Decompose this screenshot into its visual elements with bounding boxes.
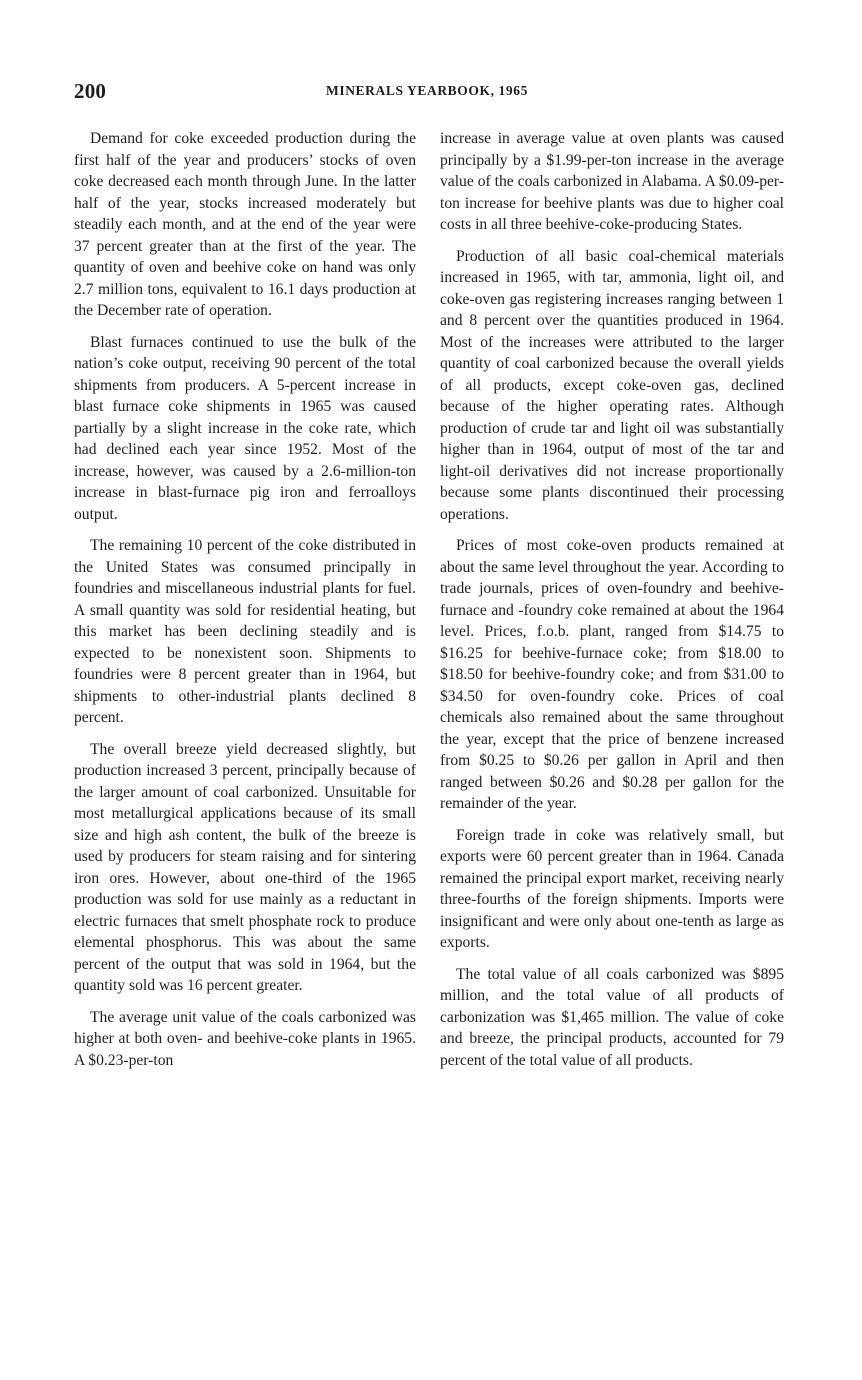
paragraph-coke-demand: Demand for coke exceeded production during the first half of the year and producers’ stocks of oven coke decreased each month through June. In the latter half of the year, stocks increased moderately but steadily each month, and at the end of the year were 37 percent greater than at the first of the year. The quantity of oven and beehive coke on hand was only 2.7 million tons, equivalent to 16.1 days production at the December rate of operation. [74,130,416,319]
left-column [74,128,416,1081]
paragraph-unit-value-continued: increase in average value at oven plants was caused principally by a $1.99-per-ton increase in the average value of the coals carbonized in Alabama. A $0.09-per-ton increase for beehive plants was due to higher coal costs in all three beehive-coke-producing States. [440,130,784,233]
paragraph-total-value: The total value of all coals carbonized was $895 million, and the total value of all products of carbonization was $1,465 million. The value of coke and breeze, the principal products, accounted for 79 percent of the total value of all products. [440,965,784,1069]
right-column [440,128,784,1081]
running-title: MINERALS YEARBOOK, 1965 [326,83,528,98]
paragraph-blast-furnaces: Blast furnaces continued to use the bulk of the nation’s coke output, receiving 90 percent of the total shipments from producers. A 5-percent increase in blast furnace coke shipments in 1965 was caused partially by a slight increase in the coke rate, which had declined each year since 1952. Most of the increase, however, was caused by a 2.6-million-ton increase in blast-furnace pig iron and ferroalloys output. [74,333,416,523]
paragraph-coal-chemicals: Production of all basic coal-chemical materials increased in 1965, with tar, ammonia, light oil, and coke-oven gas registering increases ranging between 1 and 8 percent over the quantities produced in 1964. Most of the increases were attributed to the larger quantity of coal carbonized because the overall yields of all products, except coke-oven gas, declined because of the higher operating rates. Although production of crude tar and light oil was substantially higher than in 1964, output of most of the tar and light-oil derivatives did not increase proportionally because some plants discontinued their processing operations. [440,247,784,523]
paragraph-breeze-yield: The overall breeze yield decreased slightly, but production increased 3 percent, principally because of the larger amount of coal carbonized. Unsuitable for most metallurgical applications because of its small size and high ash content, the bulk of the breeze is used by producers for steam raising and for sintering iron ores. However, about one-third of the 1965 production was sold for use mainly as a reductant in electric furnaces that smelt phosphate rock to produce elemental phosphorus. This was about the same percent of the output that was sold in 1964, but the quantity sold was 16 percent greater. [74,740,416,994]
page-number: 200 [74,79,107,103]
paragraph-prices: Prices of most coke-oven products remained at about the same level throughout the year. According to trade journals, prices of oven-foundry and beehive-furnace and -foundry coke remained at about the 1964 level. Prices, f.o.b. plant, ranged from $14.75 to $16.25 for beehive-furnace coke; from $18.00 to $18.50 for beehive-foundry coke; and from $31.00 to $34.50 for oven-foundry coke. Prices of coal chemicals also remained about the same throughout the year, except that the price of benzene increased from $0.25 to $0.26 per gallon in April and then ranged between $0.26 and $0.28 per gallon for the remainder of the year. [440,537,784,812]
running-header [74,78,784,104]
paragraph-remaining-coke: The remaining 10 percent of the coke distributed in the United States was consumed principally in foundries and miscellaneous industrial plants for fuel. A small quantity was sold for residential heating, but this market has been declining steadily and is expected to be nonexistent soon. Shipments to foundries were 8 percent greater than in 1964, but shipments to other-industrial plants declined 8 percent. [74,537,416,726]
paragraph-foreign-trade: Foreign trade in coke was relatively small, but exports were 60 percent greater than in 1964. Canada remained the principal export market, receiving nearly three-fourths of the foreign shipments. Imports were insignificant and were only about one-tenth as large as exports. [440,826,784,951]
paragraph-unit-value: The average unit value of the coals carbonized was higher at both oven- and beehive-coke plants in 1965. A $0.23-per-ton [74,1008,416,1069]
